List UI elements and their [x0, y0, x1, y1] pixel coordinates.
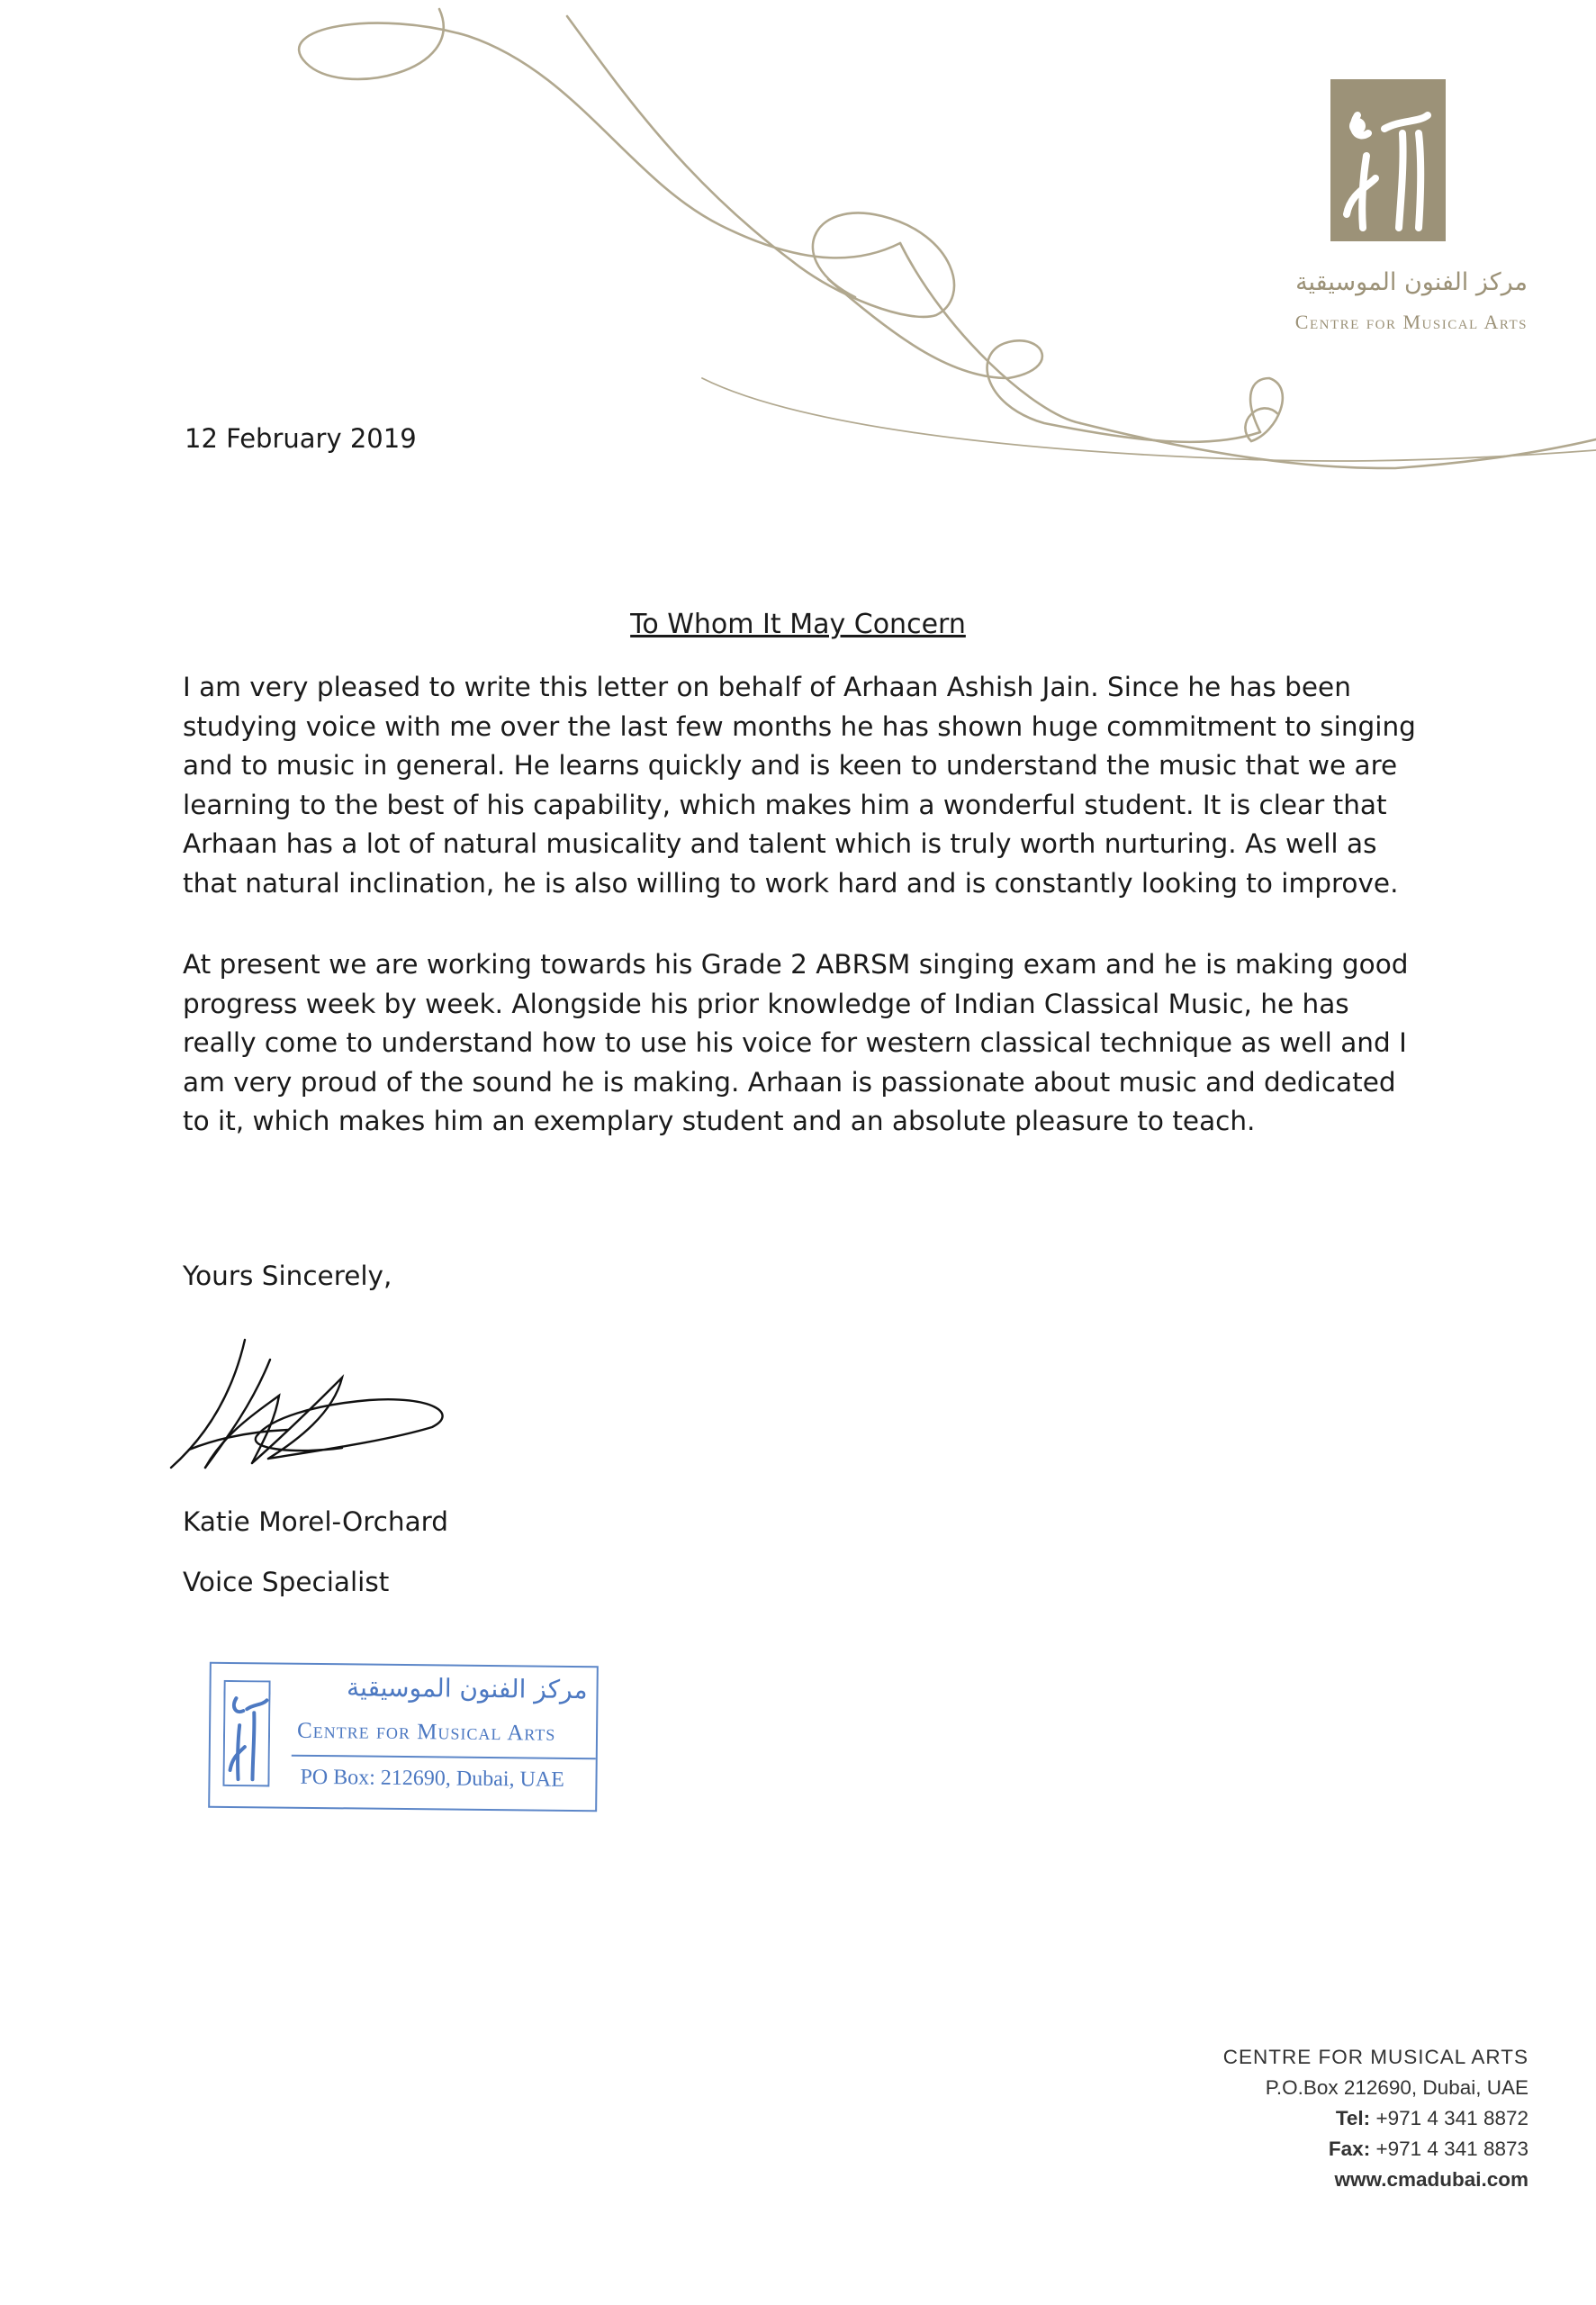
body-paragraph: At present we are working towards his Grade 2 ABRSM singing exam and he is making good progress week by week. Alongside his prior knowledge of Indian Classical Music, he has really come to understand how to use his voice for western classical technique as well and I am very proud of the sound he is making. Arhaan is passionate about music and dedicated to it, which makes him an exemplary student and an absolute pleasure to teach.	[183, 949, 1409, 1136]
fax-number: +971 4 341 8873	[1375, 2138, 1528, 2160]
fax-label: Fax:	[1328, 2138, 1371, 2160]
body-paragraph: I am very pleased to write this letter on behalf of Arhaan Ashish Jain. Since he has been studying voice with me over the last few months he has shown huge commitment to singing and to music in general. He learns quickly and is keen to understand the music that we are learning to the best of his capability, which makes him a wonderful student. It is clear that Arhaan has a lot of natural musicality and talent which is truly worth nurturing. As well as that natural inclination, he is also willing to work hard and is constantly looking to improve.	[183, 672, 1416, 899]
closing-salutation: Yours Sincerely,	[183, 1261, 392, 1291]
footer-address: P.O.Box 212690, Dubai, UAE	[1265, 2076, 1528, 2099]
footer-fax	[1024, 2134, 1528, 2165]
footer-website: www.cmadubai.com	[1334, 2168, 1528, 2191]
footer-tel	[1024, 2103, 1528, 2134]
footer-contact	[1024, 2042, 1528, 2195]
tel-label: Tel:	[1335, 2107, 1371, 2129]
stamp-logo-icon	[222, 1680, 270, 1787]
stamp-address: PO Box: 212690, Dubai, UAE	[300, 1765, 564, 1792]
signer-name: Katie Morel-Orchard	[183, 1506, 449, 1537]
music-logo-icon	[1330, 79, 1446, 241]
signer-title: Voice Specialist	[183, 1567, 390, 1597]
signature-image	[162, 1333, 459, 1477]
stamp-text-arabic: مركز الفنون الموسيقية	[346, 1672, 588, 1705]
tel-number: +971 4 341 8872	[1375, 2107, 1528, 2129]
stamp-divider	[292, 1755, 596, 1760]
footer-org: CENTRE FOR MUSICAL ARTS	[1222, 2046, 1528, 2068]
letter-date: 12 February 2019	[185, 423, 417, 454]
brand-name-arabic: مركز الفنون الموسيقية	[1295, 268, 1528, 296]
organization-stamp	[208, 1662, 599, 1812]
brand-name-english: Centre for Musical Arts	[1294, 311, 1528, 333]
letter-heading: To Whom It May Concern	[630, 609, 966, 640]
stamp-text-english: Centre for Musical Arts	[296, 1718, 556, 1746]
